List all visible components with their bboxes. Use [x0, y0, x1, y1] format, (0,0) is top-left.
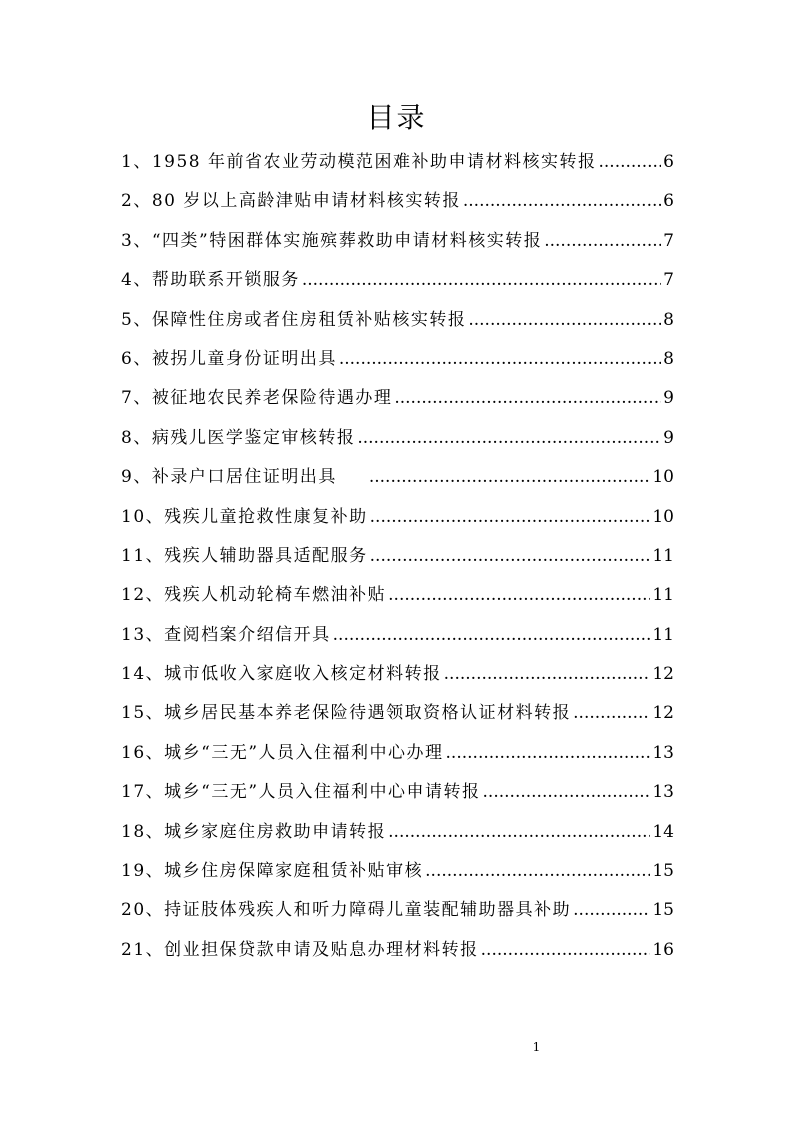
toc-leader: [357, 419, 661, 458]
toc-entry-page: 15: [652, 900, 674, 921]
toc-leader: [388, 813, 650, 852]
toc-entry-page: 10: [652, 506, 674, 527]
toc-leader: [483, 773, 651, 812]
toc-entry[interactable]: [121, 498, 674, 537]
toc-entry-page: 6: [663, 191, 674, 212]
toc-entry-page: 9: [663, 388, 674, 409]
toc-entry-label: 19、城乡住房保障家庭租赁补贴审核: [121, 861, 424, 882]
toc-entry[interactable]: [121, 301, 674, 340]
toc-entry[interactable]: [121, 773, 674, 812]
toc-entry[interactable]: [121, 340, 674, 379]
toc-entry[interactable]: [121, 852, 674, 891]
toc-leader: [370, 498, 651, 537]
page-number: 1: [532, 1040, 541, 1054]
toc-entry-page: 9: [663, 427, 674, 448]
toc-entry-label: 1、1958 年前省农业劳动模范困难补助申请材料核实转报: [121, 152, 597, 172]
toc-entry-label: 17、城乡“三无”人员入住福利中心申请转报: [121, 782, 481, 803]
toc-entry-page: 6: [663, 152, 674, 172]
toc-entry-label: 11、残疾人辅助器具适配服务: [121, 545, 368, 566]
toc-entry-label: 15、城乡居民基本养老保险待遇领取资格认证材料转报: [121, 703, 572, 724]
toc-entry-label: 13、查阅档案介绍信开具: [121, 624, 331, 645]
toc-entry-label: 16、城乡“三无”人员入住福利中心办理: [121, 742, 444, 763]
toc-entry[interactable]: [121, 734, 674, 773]
toc-entry[interactable]: [121, 182, 674, 221]
toc-entry-page: 16: [652, 939, 674, 960]
toc-entry-page: 13: [652, 782, 674, 803]
toc-entry-page: 7: [663, 230, 674, 251]
toc-entry[interactable]: [121, 576, 674, 615]
toc-leader: [444, 655, 651, 694]
toc-leader: [370, 537, 651, 576]
toc-entry[interactable]: [121, 222, 674, 261]
toc-leader: [573, 694, 650, 733]
toc-entry-page: 14: [652, 821, 674, 842]
toc-entry[interactable]: [121, 458, 674, 497]
toc-entry-page: 7: [663, 270, 674, 291]
toc-entry-label: 10、残疾儿童抢救性康复补助: [121, 506, 368, 527]
toc-entry[interactable]: [121, 694, 674, 733]
toc-entry-label: 3、“四类”特困群体实施殡葬救助申请材料核实转报: [121, 230, 543, 251]
toc-entry[interactable]: [121, 143, 674, 182]
toc-entry-page: 15: [652, 861, 674, 882]
toc-entry-label: 4、帮助联系开锁服务: [121, 270, 300, 291]
toc-leader: [544, 222, 661, 261]
toc-entry-page: 10: [652, 467, 674, 488]
toc-leader: [339, 340, 661, 379]
toc-leader: [598, 143, 661, 182]
toc-entry-label: 6、被拐儿童身份证明出具: [121, 348, 337, 369]
toc-entry-page: 13: [652, 742, 674, 763]
toc-entry-page: 8: [663, 348, 674, 369]
toc-entry[interactable]: [121, 891, 674, 930]
toc-leader: [468, 301, 661, 340]
toc-entry-label: 12、残疾人机动轮椅车燃油补贴: [121, 585, 387, 606]
toc-leader: [446, 734, 651, 773]
toc-entry-page: 11: [652, 624, 674, 645]
toc-entry[interactable]: [121, 419, 674, 458]
toc-entry-page: 12: [652, 664, 674, 685]
toc-entry-page: 12: [652, 703, 674, 724]
toc-list: [121, 143, 674, 970]
toc-entry-page: 11: [652, 545, 674, 566]
toc-entry-label: 8、病残儿医学鉴定审核转报: [121, 427, 356, 448]
toc-leader: [302, 261, 661, 300]
toc-entry[interactable]: [121, 616, 674, 655]
toc-entry[interactable]: [121, 813, 674, 852]
toc-entry-label: 18、城乡家庭住房救助申请转报: [121, 821, 387, 842]
toc-leader: [481, 931, 651, 970]
toc-leader: [333, 616, 651, 655]
toc-entry-label: 20、持证肢体残疾人和听力障碍儿童装配辅助器具补助: [121, 900, 572, 921]
toc-entry[interactable]: [121, 655, 674, 694]
toc-entry-label: 9、补录户口居住证明出具: [121, 467, 337, 488]
toc-leader: [388, 576, 650, 615]
toc-title: 目录: [366, 101, 427, 134]
toc-leader: [394, 379, 661, 418]
toc-entry[interactable]: [121, 931, 674, 970]
toc-entry-label: 21、创业担保贷款申请及贴息办理材料转报: [121, 939, 479, 960]
toc-leader: [425, 852, 650, 891]
toc-entry-label: 14、城市低收入家庭收入核定材料转报: [121, 664, 442, 685]
toc-entry-label: 2、80 岁以上高龄津贴申请材料核实转报: [121, 191, 461, 212]
toc-entry-label: 5、保障性住房或者住房租赁补贴核实转报: [121, 309, 467, 330]
toc-entry-page: 11: [652, 585, 674, 606]
toc-entry[interactable]: [121, 379, 674, 418]
toc-leader: [463, 182, 661, 221]
toc-entry-label: 7、被征地农民养老保险待遇办理: [121, 388, 393, 409]
toc-entry-page: 8: [663, 309, 674, 330]
toc-entry[interactable]: [121, 261, 674, 300]
toc-leader: [369, 458, 651, 497]
toc-entry[interactable]: [121, 537, 674, 576]
toc-leader: [573, 891, 650, 930]
